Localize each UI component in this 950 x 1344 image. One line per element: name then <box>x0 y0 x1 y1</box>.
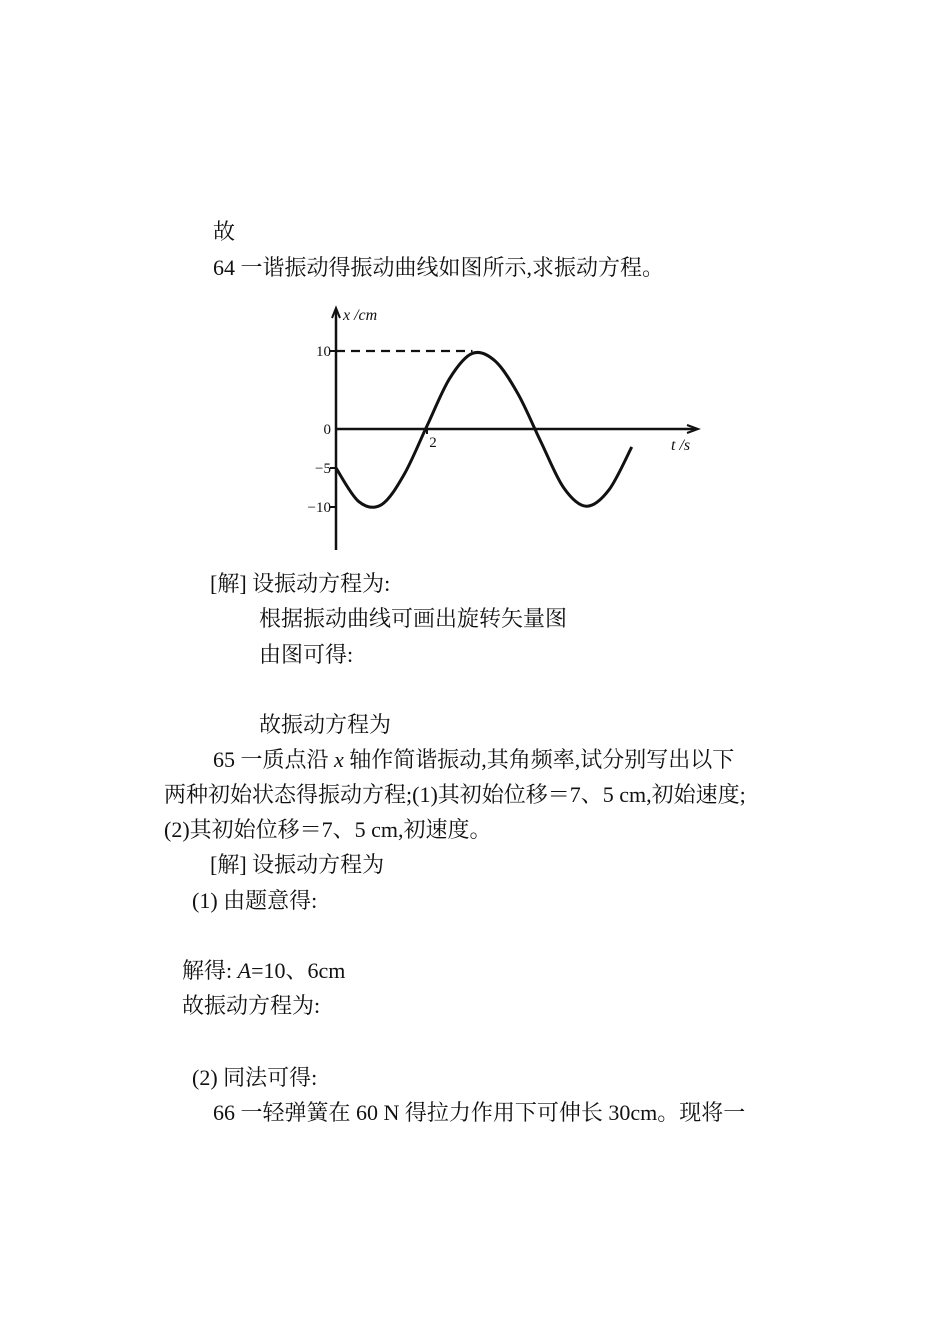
solved-prefix: 解得: <box>182 958 238 983</box>
problem-66-statement: 66 一轻弹簧在 60 N 得拉力作用下可伸长 30cm。现将一 <box>213 1100 746 1125</box>
problem-64-statement: 64 一谐振动得振动曲线如图所示,求振动方程。 <box>213 255 665 280</box>
solution-65-equation-label: 故振动方程为: <box>182 993 321 1018</box>
solution-64-step-2: 由图可得: <box>259 642 354 667</box>
amplitude-symbol: A <box>237 958 252 983</box>
x-axis-label: t /s <box>671 437 691 454</box>
chart-axes <box>330 308 698 550</box>
x-tick-label: 2 <box>429 435 437 451</box>
text-line-1: 故 <box>213 219 236 244</box>
y-tick-label: 0 <box>323 422 331 438</box>
amplitude-value: =10、6cm <box>251 958 346 983</box>
problem-65-suffix: 轴作简谐振动,其角频率,试分别写出以下 <box>343 747 735 772</box>
y-tick-label: −5 <box>315 461 331 477</box>
solution-65-part-2: (2) 同法可得: <box>192 1065 318 1090</box>
y-tick-label: −10 <box>307 500 331 516</box>
solution-65-intro: [解] 设振动方程为 <box>210 852 385 877</box>
problem-65-line-1 <box>213 746 734 774</box>
y-tick-label: 10 <box>316 344 331 360</box>
problem-65-line-2: 两种初始状态得振动方程;(1)其初始位移＝7、5 cm,初始速度; <box>164 782 746 807</box>
solution-64-intro: [解] 设振动方程为: <box>210 571 391 596</box>
solution-64-step-1: 根据振动曲线可画出旋转矢量图 <box>259 606 568 631</box>
vibration-curve-figure <box>295 300 715 560</box>
problem-65-variable-x: x <box>334 747 344 772</box>
problem-65-line-3: (2)其初始位移＝7、5 cm,初速度。 <box>164 817 492 842</box>
solution-65-solved <box>182 957 345 985</box>
y-axis-label: x /cm <box>343 307 378 324</box>
problem-65-prefix: 65 一质点沿 <box>213 747 335 772</box>
chart-labels <box>308 307 691 516</box>
solution-65-part-1: (1) 由题意得: <box>192 888 318 913</box>
solution-64-result: 故振动方程为 <box>259 712 392 737</box>
